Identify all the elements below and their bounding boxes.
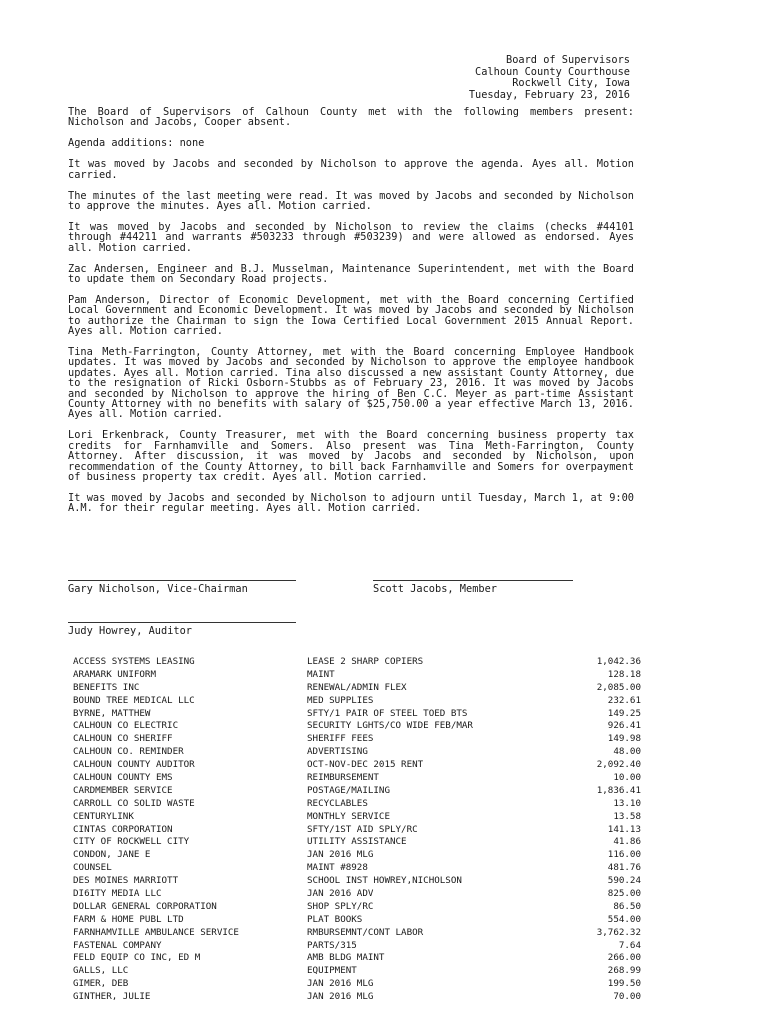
claim-vendor: CONDON, JANE E [73, 849, 151, 861]
claim-description: POSTAGE/MAILING [307, 784, 390, 796]
paragraph-county-attorney: Tina Meth-Farrington, County Attorney, met with the Board concerning Employee Handbook updates. It was moved by Jacobs and seconded by Nicholson to approve the employee handbook updates. Ayes all. Motion carried. Tina also discussed a new assistant County Attorney, due to the resignation of Ricki Osborn-Stubbs as of February 23, 2016. It was moved by Jacobs and seconded by Nicholson to approve the hiring of Ben C.C. Meyer as part-time Assistant County Attorney with no benefits with salary of $25,750.00 a year effective March 13, 2016. Ayes all. Motion carried. [68, 346, 634, 421]
claim-row [73, 965, 643, 978]
claim-amount: 13.10 [613, 797, 641, 809]
claim-description: SHOP SPLY/RC [307, 900, 374, 912]
claim-row [73, 695, 643, 708]
claim-amount: 149.98 [607, 733, 641, 745]
claim-description: ADVERTISING [307, 746, 368, 758]
claim-row [73, 733, 643, 746]
claim-vendor: ACCESS SYSTEMS LEASING [73, 656, 195, 667]
signature-line [373, 580, 573, 581]
claim-vendor: GINTHER, JULIE [73, 991, 151, 1003]
claim-amount: 13.58 [613, 810, 641, 822]
claim-vendor: GALLS, LLC [73, 965, 129, 977]
minutes-body [68, 107, 634, 524]
claim-row [73, 901, 643, 914]
claim-row [73, 746, 643, 759]
claim-row [73, 720, 643, 733]
claim-description: JAN 2016 MLG [307, 991, 374, 1003]
claim-vendor: CALHOUN CO. REMINDER [73, 746, 184, 758]
signature-line [68, 580, 296, 581]
claim-amount: 268.99 [607, 965, 641, 977]
signature-name: Judy Howrey, Auditor [68, 625, 192, 637]
claim-description: MED SUPPLIES [307, 694, 374, 706]
claim-vendor: CINTAS CORPORATION [73, 823, 173, 835]
claim-description: MAINT #8928 [307, 862, 368, 874]
claim-amount: 7.64 [618, 939, 641, 951]
claim-amount: 825.00 [607, 888, 641, 900]
claim-amount: 481.76 [607, 862, 641, 874]
claim-row [73, 811, 643, 824]
claim-amount: 590.24 [607, 875, 641, 887]
claim-description: SECURITY LGHTS/CO WIDE FEB/MAR [307, 720, 473, 732]
claim-amount: 2,092.40 [596, 759, 641, 771]
claim-description: PARTS/315 [307, 939, 357, 951]
claim-amount: 2,085.00 [596, 681, 641, 693]
claim-amount: 41.86 [613, 836, 641, 848]
claim-amount: 116.00 [607, 849, 641, 861]
claim-description: JAN 2016 ADV [307, 888, 374, 900]
claim-amount: 48.00 [613, 746, 641, 758]
claim-amount: 149.25 [607, 707, 641, 719]
claim-amount: 128.18 [607, 668, 641, 680]
claim-vendor: FARNHAMVILLE AMBULANCE SERVICE [73, 926, 239, 938]
claim-vendor: CALHOUN CO ELECTRIC [73, 720, 179, 732]
claim-row [73, 785, 643, 798]
claim-row [73, 759, 643, 772]
header-line: Tuesday, February 23, 2016 [468, 88, 630, 101]
claim-amount: 1,042.36 [596, 656, 641, 667]
claim-description: JAN 2016 MLG [307, 978, 374, 990]
claim-vendor: CALHOUN COUNTY AUDITOR [73, 759, 195, 771]
claim-vendor: FARM & HOME PUBL LTD [73, 913, 184, 925]
claim-vendor: CALHOUN CO SHERIFF [73, 733, 173, 745]
claim-description: RECYCLABLES [307, 797, 368, 809]
claim-row [73, 849, 643, 862]
claim-amount: 554.00 [607, 913, 641, 925]
paragraph-agenda-additions: Agenda additions: none [68, 137, 205, 150]
claim-amount: 3,762.32 [596, 926, 641, 938]
claim-vendor: BYRNE, MATTHEW [73, 707, 151, 719]
claim-row [73, 875, 643, 888]
claim-description: OCT-NOV-DEC 2015 RENT [307, 759, 424, 771]
claim-amount: 232.61 [607, 694, 641, 706]
claim-row [73, 914, 643, 927]
claim-description: SFTY/1ST AID SPLY/RC [307, 823, 418, 835]
claim-row [73, 991, 643, 1004]
claim-amount: 199.50 [607, 978, 641, 990]
claim-description: MAINT [307, 668, 335, 680]
claim-amount: 926.41 [607, 720, 641, 732]
claim-row [73, 656, 643, 669]
signature-block-auditor [68, 622, 296, 637]
claim-amount: 1,836.41 [596, 784, 641, 796]
claims-list [73, 656, 643, 1004]
claim-description: MONTHLY SERVICE [307, 810, 390, 822]
claim-vendor: DOLLAR GENERAL CORPORATION [73, 900, 217, 912]
claim-vendor: FASTENAL COMPANY [73, 939, 162, 951]
claim-description: LEASE 2 SHARP COPIERS [307, 656, 424, 667]
header-line: Calhoun County Courthouse [475, 65, 630, 78]
claim-vendor: CALHOUN COUNTY EMS [73, 772, 173, 784]
signature-name: Gary Nicholson, Vice-Chairman [68, 583, 248, 595]
claim-row [73, 862, 643, 875]
claim-amount: 10.00 [613, 772, 641, 784]
header-line: Rockwell City, Iowa [512, 77, 630, 90]
claim-description: UTILITY ASSISTANCE [307, 836, 407, 848]
claim-description: EQUIPMENT [307, 965, 357, 977]
claim-vendor: DI6ITY MEDIA LLC [73, 888, 162, 900]
paragraph-adjourn: It was moved by Jacobs and seconded by Nicholson to adjourn until Tuesday, March 1, at 9:00 A.M. for their regular meeting. Ayes all. Motion carried. [68, 491, 634, 515]
claim-amount: 70.00 [613, 991, 641, 1003]
claim-description: SHERIFF FEES [307, 733, 374, 745]
claim-row [73, 952, 643, 965]
claim-row [73, 836, 643, 849]
claim-row [73, 927, 643, 940]
claim-row [73, 940, 643, 953]
claim-description: AMB BLDG MAINT [307, 952, 385, 964]
claim-vendor: FELD EQUIP CO INC, ED M [73, 952, 201, 964]
claim-row [73, 708, 643, 721]
claim-description: REIMBURSEMENT [307, 772, 379, 784]
claim-description: RMBURSEMNT/CONT LABOR [307, 926, 424, 938]
header-line: Board of Supervisors [506, 54, 630, 66]
signature-name: Scott Jacobs, Member [373, 583, 497, 595]
paragraph-economic-development: Pam Anderson, Director of Economic Development, met with the Board concerning Certified Local Government and Economic Development. It was moved by Jacobs and seconded by Nicholson to authorize the Chairman to sign the Iowa Certified Local Government 2015 Annual Report. Ayes all. Motion carried. [68, 293, 634, 338]
paragraph-engineer-update: Zac Andersen, Engineer and B.J. Musselman, Maintenance Superintendent, met with the Board to update them on Secondary Road projects. [68, 262, 634, 285]
claim-vendor: CARROLL CO SOLID WASTE [73, 797, 195, 809]
claim-description: SFTY/1 PAIR OF STEEL TOED BTS [307, 707, 468, 719]
claim-amount: 266.00 [607, 952, 641, 964]
claim-description: JAN 2016 MLG [307, 849, 374, 861]
claim-row [73, 669, 643, 682]
claim-description: RENEWAL/ADMIN FLEX [307, 681, 407, 693]
document-header [469, 55, 630, 101]
claim-description: SCHOOL INST HOWREY,NICHOLSON [307, 875, 462, 887]
signature-block-vice-chairman [68, 580, 296, 595]
claim-row [73, 798, 643, 811]
paragraph-minutes-motion: The minutes of the last meeting were read. It was moved by Jacobs and seconded by Nicholson to approve the minutes. Ayes all. Motion carried. [68, 189, 634, 212]
claim-row [73, 888, 643, 901]
paragraph-treasurer: Lori Erkenbrack, County Treasurer, met with the Board concerning business property tax credits for Farnhamville and Somers. Also present was Tina Meth-Farrington, County Attorney. After discussion, it was moved by Jacobs and seconded by Nicholson, upon recommendation of the County Attorney, to bill back Farnhamville and Somers for overpayment of business property tax credit. Ayes all. Motion carried. [68, 429, 634, 483]
signature-block-member [373, 580, 573, 595]
claim-vendor: GIMER, DEB [73, 978, 129, 990]
claim-vendor: CITY OF ROCKWELL CITY [73, 836, 190, 848]
claim-row [73, 772, 643, 785]
claim-description: PLAT BOOKS [307, 913, 363, 925]
claim-vendor: DES MOINES MARRIOTT [73, 875, 179, 887]
paragraph-claims-motion: It was moved by Jacobs and seconded by Nicholson to review the claims (checks #44101 through #44211 and warrants #503233 through #503239) and were allowed as endorsed. Ayes all. Motion carried. [68, 220, 634, 254]
claim-row [73, 682, 643, 695]
claim-vendor: CARDMEMBER SERVICE [73, 784, 173, 796]
claim-row [73, 824, 643, 837]
paragraph-agenda-motion: It was moved by Jacobs and seconded by Nicholson to approve the agenda. Ayes all. Motion carried. [68, 158, 634, 181]
claim-amount: 86.50 [613, 900, 641, 912]
claim-vendor: BENEFITS INC [73, 681, 140, 693]
claim-vendor: BOUND TREE MEDICAL LLC [73, 694, 195, 706]
claim-vendor: COUNSEL [73, 862, 112, 874]
signature-line [68, 622, 296, 623]
claim-vendor: ARAMARK UNIFORM [73, 668, 156, 680]
claim-amount: 141.13 [607, 823, 641, 835]
paragraph-attendance: The Board of Supervisors of Calhoun County met with the following members present: Nicholson and Jacobs, Cooper absent. [68, 106, 634, 129]
claim-vendor: CENTURYLINK [73, 810, 134, 822]
claim-row [73, 978, 643, 991]
